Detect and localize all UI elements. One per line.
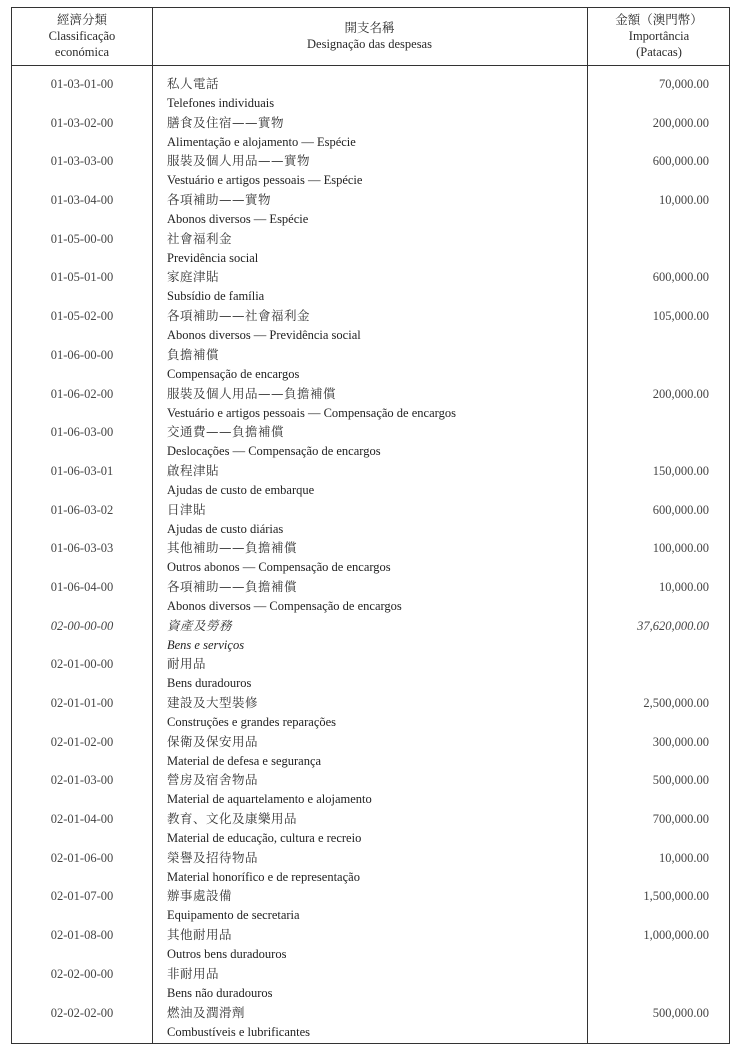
row-designation-zh: 負擔補償 — [167, 346, 220, 362]
table-row — [12, 577, 729, 616]
row-code: 01-06-04-00 — [50, 579, 114, 594]
row-designation-pt: Bens não duradouros — [167, 985, 273, 1000]
row-designation-zh: 膳食及住宿——實物 — [167, 114, 285, 130]
row-designation-zh: 各項補助——實物 — [167, 192, 272, 208]
row-code: 01-05-01-00 — [50, 270, 114, 285]
table-row — [12, 422, 729, 461]
table-row — [12, 74, 729, 113]
row-amount: 1,500,000.00 — [643, 889, 709, 904]
row-designation-zh: 建設及大型裝修 — [167, 695, 259, 710]
header-amount-zh: 金額（澳門幣） — [615, 13, 703, 27]
row-code: 01-03-01-00 — [50, 77, 114, 91]
table-row — [12, 964, 729, 1003]
row-designation-pt: Deslocações — Compensação de encargos — [167, 444, 381, 459]
row-amount: 500,000.00 — [652, 1005, 709, 1020]
row-amount: 300,000.00 — [652, 734, 709, 749]
table-row — [12, 267, 729, 306]
row-code: 01-06-03-01 — [50, 463, 114, 478]
header-designation — [152, 20, 587, 52]
row-designation-pt: Ajudas de custo de embarque — [167, 482, 315, 497]
row-code: 02-01-00-00 — [50, 657, 114, 672]
header-designation-zh: 開支名稱 — [344, 21, 395, 35]
header-classification-pt: Classificação — [48, 29, 116, 43]
table-row — [12, 693, 729, 732]
table-row — [12, 500, 729, 539]
row-amount: 70,000.00 — [659, 77, 709, 91]
table-row — [12, 616, 729, 655]
row-amount: 100,000.00 — [652, 541, 709, 556]
row-designation-pt: Material de aquartelamento e alojamento — [167, 792, 372, 807]
row-amount: 10,000.00 — [659, 850, 709, 865]
row-designation-pt: Abonos diversos — Compensação de encargos — [167, 598, 402, 613]
row-designation-zh: 服裝及個人用品——實物 — [167, 153, 311, 169]
row-designation-zh: 其他耐用品 — [167, 927, 233, 943]
row-code: 02-02-00-00 — [50, 966, 114, 981]
table-row — [12, 886, 729, 925]
row-code: 01-06-03-00 — [50, 425, 114, 440]
row-designation-pt: Bens duradouros — [167, 676, 252, 691]
table-body — [12, 74, 729, 1041]
row-designation-pt: Ajudas de custo diárias — [167, 521, 284, 536]
table-row — [12, 654, 729, 693]
row-designation-zh: 非耐用品 — [167, 965, 220, 981]
row-designation-pt: Bens e serviços — [167, 637, 245, 652]
row-amount: 700,000.00 — [652, 812, 709, 827]
row-designation-zh: 社會福利金 — [167, 230, 233, 246]
row-code: 02-02-02-00 — [50, 1005, 114, 1020]
row-amount: 1,000,000.00 — [643, 928, 709, 943]
row-amount: 37,620,000.00 — [637, 618, 709, 633]
table-row — [12, 538, 729, 577]
row-designation-pt: Construções e grandes reparações — [167, 715, 337, 729]
row-designation-zh: 服裝及個人用品——負擔補償 — [167, 385, 337, 401]
row-designation-zh: 私人電話 — [167, 76, 220, 91]
row-code: 01-03-03-00 — [50, 154, 114, 169]
row-designation-pt: Telefones individuais — [167, 96, 275, 110]
row-amount: 500,000.00 — [652, 773, 709, 788]
table-row — [12, 190, 729, 229]
row-amount: 10,000.00 — [659, 579, 709, 594]
row-designation-pt: Outros abonos — Compensação de encargos — [167, 560, 391, 575]
row-designation-pt: Combustíveis e lubrificantes — [167, 1024, 311, 1039]
row-designation-zh: 耐用品 — [167, 656, 207, 672]
row-designation-zh: 交通費——負擔補償 — [167, 424, 285, 440]
row-designation-zh: 日津貼 — [167, 501, 207, 517]
header-designation-pt: Designação das despesas — [307, 37, 432, 51]
table-row — [12, 461, 729, 500]
row-code: 01-03-04-00 — [50, 193, 114, 208]
row-code: 01-06-02-00 — [50, 386, 114, 401]
row-designation-zh: 辦事處設備 — [167, 888, 233, 904]
row-designation-pt: Subsídio de família — [167, 289, 265, 304]
row-amount: 105,000.00 — [652, 309, 709, 324]
row-code: 01-06-00-00 — [50, 347, 114, 362]
table-row — [12, 770, 729, 809]
row-designation-zh: 其他補助——負擔補償 — [167, 540, 298, 556]
row-designation-pt: Outros bens duradouros — [167, 947, 287, 962]
row-amount: 600,000.00 — [652, 502, 709, 517]
row-amount: 10,000.00 — [659, 193, 709, 208]
row-amount: 600,000.00 — [652, 154, 709, 169]
table-row — [12, 229, 729, 268]
row-designation-zh: 燃油及潤滑劑 — [167, 1004, 246, 1020]
row-designation-pt: Material honorífico e de representação — [167, 869, 360, 884]
table-row — [12, 345, 729, 384]
row-amount: 200,000.00 — [652, 386, 709, 401]
row-designation-zh: 各項補助——社會福利金 — [167, 308, 311, 324]
row-designation-pt: Vestuário e artigos pessoais — Espécie — [167, 173, 363, 188]
row-designation-zh: 資產及勞務 — [167, 617, 233, 633]
row-code: 02-01-04-00 — [50, 812, 114, 827]
header-divider — [12, 65, 729, 66]
header-amount — [587, 12, 731, 60]
row-designation-pt: Vestuário e artigos pessoais — Compensação de encargos — [167, 405, 456, 420]
row-code: 02-01-07-00 — [50, 889, 114, 904]
row-designation-pt: Compensação de encargos — [167, 366, 300, 381]
row-code: 01-05-00-00 — [50, 231, 114, 246]
row-designation-zh: 各項補助——負擔補償 — [167, 578, 298, 594]
row-designation-zh: 教育、文化及康樂用品 — [167, 811, 298, 827]
table-row — [12, 732, 729, 771]
table-row — [12, 113, 729, 152]
row-designation-pt: Alimentação e alojamento — Espécie — [167, 134, 356, 149]
header-amount-unit: (Patacas) — [636, 45, 682, 59]
table-row — [12, 384, 729, 423]
row-designation-zh: 家庭津貼 — [167, 269, 220, 285]
row-amount: 2,500,000.00 — [643, 696, 709, 710]
header-amount-pt: Importância — [628, 29, 690, 43]
table-row — [12, 925, 729, 964]
table-row — [12, 809, 729, 848]
row-code: 02-01-08-00 — [50, 928, 114, 943]
header-classification-zh: 經濟分類 — [56, 13, 107, 27]
row-code: 01-06-03-03 — [50, 541, 114, 556]
row-designation-zh: 營房及宿舍物品 — [167, 772, 259, 788]
row-designation-pt: Material de defesa e segurança — [167, 753, 322, 768]
row-amount: 600,000.00 — [652, 270, 709, 285]
row-code: 02-00-00-00 — [50, 618, 114, 633]
row-code: 01-05-02-00 — [50, 309, 114, 324]
row-designation-pt: Equipamento de secretaria — [167, 908, 300, 923]
row-code: 02-01-01-00 — [50, 696, 114, 710]
budget-table — [11, 7, 730, 1044]
row-code: 01-06-03-02 — [50, 502, 114, 517]
table-row — [12, 848, 729, 887]
header-classification — [12, 12, 152, 60]
row-code: 01-03-02-00 — [50, 115, 114, 130]
row-code: 02-01-02-00 — [50, 734, 114, 749]
row-amount: 150,000.00 — [652, 463, 709, 478]
row-designation-zh: 榮譽及招待物品 — [167, 849, 259, 865]
row-designation-pt: Abonos diversos — Espécie — [167, 212, 309, 227]
row-amount: 200,000.00 — [652, 115, 709, 130]
row-designation-pt: Previdência social — [167, 250, 259, 265]
row-code: 02-01-06-00 — [50, 850, 114, 865]
row-designation-pt: Abonos diversos — Previdência social — [167, 328, 361, 343]
header-classification-pt: económica — [54, 45, 110, 59]
row-designation-pt: Material de educação, cultura e recreio — [167, 831, 362, 846]
table-row — [12, 151, 729, 190]
row-designation-zh: 啟程津貼 — [167, 462, 220, 478]
table-row — [12, 1003, 729, 1042]
row-code: 02-01-03-00 — [50, 773, 114, 788]
row-designation-zh: 保衛及保安用品 — [167, 733, 259, 749]
table-row — [12, 306, 729, 345]
